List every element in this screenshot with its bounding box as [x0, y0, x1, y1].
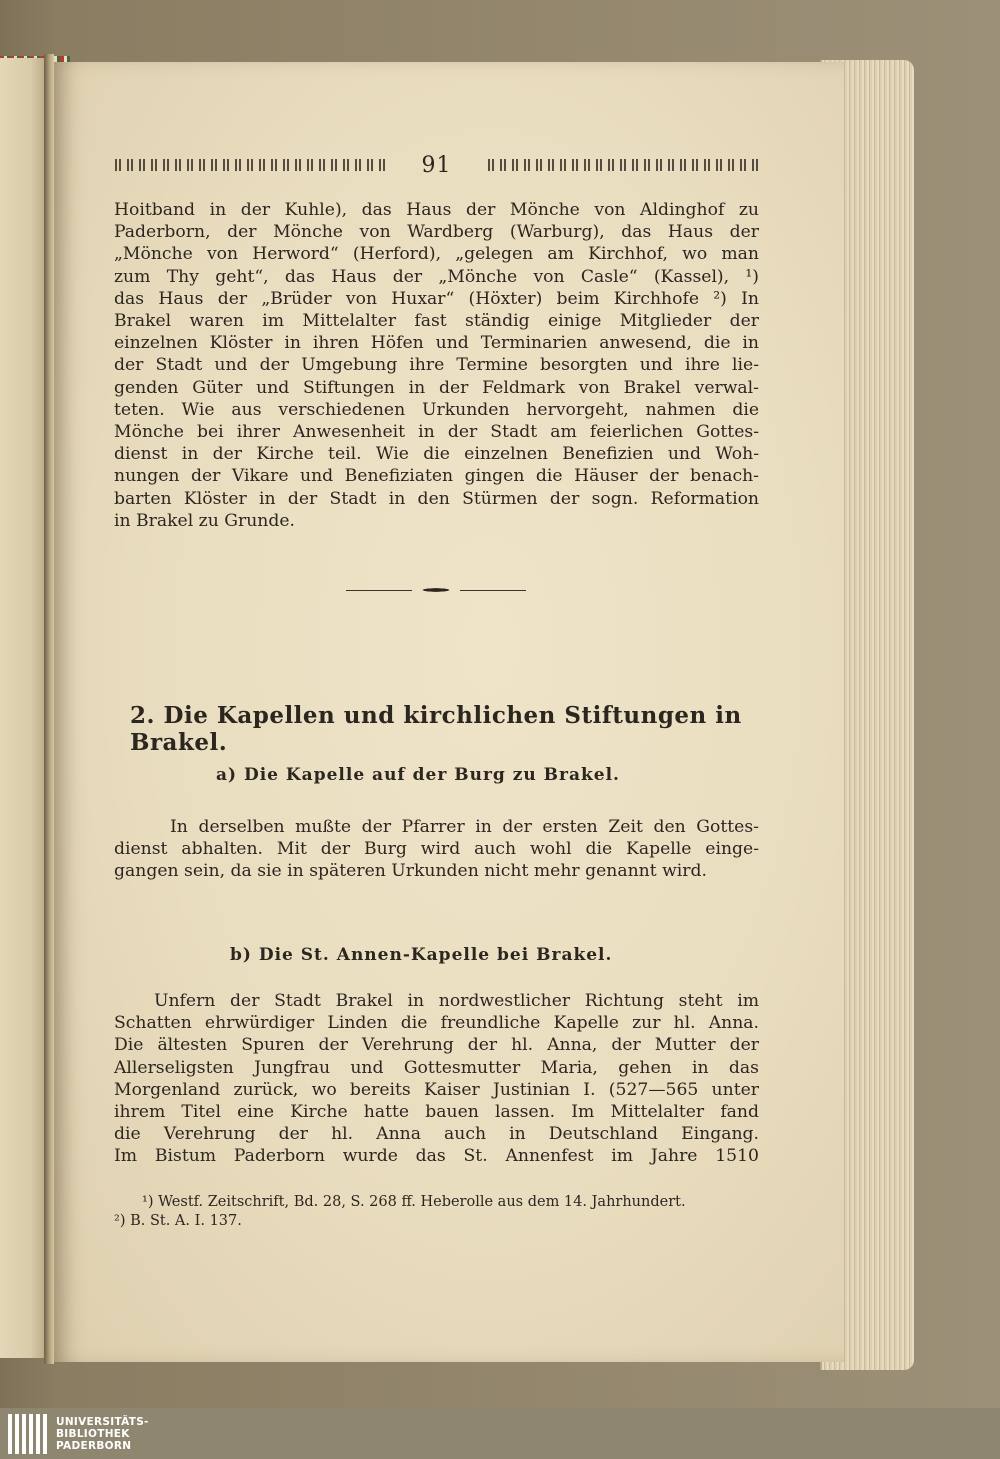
library-logo-icon	[8, 1414, 50, 1454]
text-line: Schatten ehrwürdiger Linden die freundliche Kapelle zur hl. Anna.	[114, 1013, 759, 1034]
subsection-heading-a: a) Die Kapelle auf der Burg zu Brakel.	[216, 765, 620, 785]
text-line: dienst in der Kirche teil. Wie die einzelnen Benefizien und Woh-	[114, 444, 759, 465]
text-line: gangen sein, da sie in späteren Urkunden nicht mehr genannt wird.	[114, 861, 707, 882]
text-line: nungen der Vikare und Benefiziaten gingen die Häuser der benach-	[114, 466, 759, 487]
library-logo-text	[56, 1416, 149, 1452]
logo-line-3: PADERBORN	[56, 1439, 132, 1452]
text-line: Paderborn, der Mönche von Wardberg (Warburg), das Haus der	[114, 222, 759, 243]
text-line: Die ältesten Spuren der Verehrung der hl. Anna, der Mutter der	[114, 1035, 759, 1056]
text-line: Allerseligsten Jungfrau und Gottesmutter Maria, gehen in das	[114, 1057, 759, 1078]
text-line: das Haus der „Brüder von Huxar“ (Höxter) beim Kirchhofe ²) In	[114, 288, 759, 309]
text-line: der Stadt und der Umgebung ihre Termine besorgten und ihre lie-	[114, 355, 759, 376]
logo-line-2: BIBLIOTHEK	[56, 1427, 130, 1440]
text-line: dienst abhalten. Mit der Burg wird auch wohl die Kapelle einge-	[114, 839, 759, 860]
subsection-heading-b: b) Die St. Annen-Kapelle bei Brakel.	[230, 945, 613, 965]
text-line: teten. Wie aus verschiedenen Urkunden hervorgeht, nahmen die	[114, 399, 759, 420]
text-line: in Brakel zu Grunde.	[114, 510, 295, 531]
text-line: Mönche bei ihrer Anwesenheit in der Stadt am feierlichen Gottes-	[114, 422, 759, 443]
paragraph-annen-kapelle	[114, 990, 759, 1168]
book-gutter	[44, 54, 54, 1364]
text-line: In derselben mußte der Pfarrer in der ersten Zeit den Gottes-	[170, 817, 759, 837]
library-footer	[0, 1408, 1000, 1459]
page-content	[54, 0, 844, 1408]
text-line: einzelnen Klöster in ihren Höfen und Terminarien anwesend, die in	[114, 333, 759, 354]
text-line: ihrem Titel eine Kirche hatte bauen lassen. Im Mittelalter fand	[114, 1102, 759, 1123]
text-line: die Verehrung der hl. Anna auch in Deutschland Eingang.	[114, 1124, 759, 1145]
text-line: „Mönche von Herword“ (Herford), „gelegen am Kirchhof, wo man	[114, 244, 759, 265]
text-line: Hoitband in der Kuhle), das Haus der Mönche von Aldinghof zu	[114, 200, 759, 220]
footnote-1: ¹) Westf. Zeitschrift, Bd. 28, S. 268 ff. Heberolle aus dem 14. Jahrhundert.	[142, 1194, 686, 1210]
text-line: Morgenland zurück, wo bereits Kaiser Justinian I. (527—565 unter	[114, 1079, 759, 1100]
footnotes	[114, 1193, 764, 1231]
logo-line-1: UNIVERSITÄTS-	[56, 1415, 149, 1428]
paragraph-burg-kapelle	[114, 816, 759, 883]
text-line: genden Güter und Stiftungen in der Feldmark von Brakel verwal-	[114, 377, 759, 398]
section-heading: 2. Die Kapellen und kirchlichen Stiftungen in Brakel.	[130, 702, 742, 756]
page-number: 91	[421, 152, 452, 178]
text-line: barten Klöster in der Stadt in den Stürmen der sogn. Reformation	[114, 488, 759, 509]
ornament-rule-right	[487, 159, 759, 171]
text-line: Im Bistum Paderborn wurde das St. Annenfest im Jahre 1510	[114, 1146, 759, 1167]
divider-ornament-icon	[414, 587, 458, 593]
footnote-2: ²) B. St. A. I. 137.	[114, 1213, 242, 1229]
running-head	[114, 150, 759, 180]
text-line: Brakel waren im Mittelalter fast ständig einige Mitglieder der	[114, 311, 759, 332]
text-line: zum Thy geht“, das Haus der „Mönche von Casle“ (Kassel), ¹)	[114, 266, 759, 287]
ornament-rule-left	[114, 159, 386, 171]
text-line: Unfern der Stadt Brakel in nordwestlicher Richtung steht im	[154, 991, 759, 1011]
ornamental-divider	[346, 585, 526, 595]
previous-page-edge	[0, 58, 46, 1358]
paragraph-continuation	[114, 199, 759, 532]
